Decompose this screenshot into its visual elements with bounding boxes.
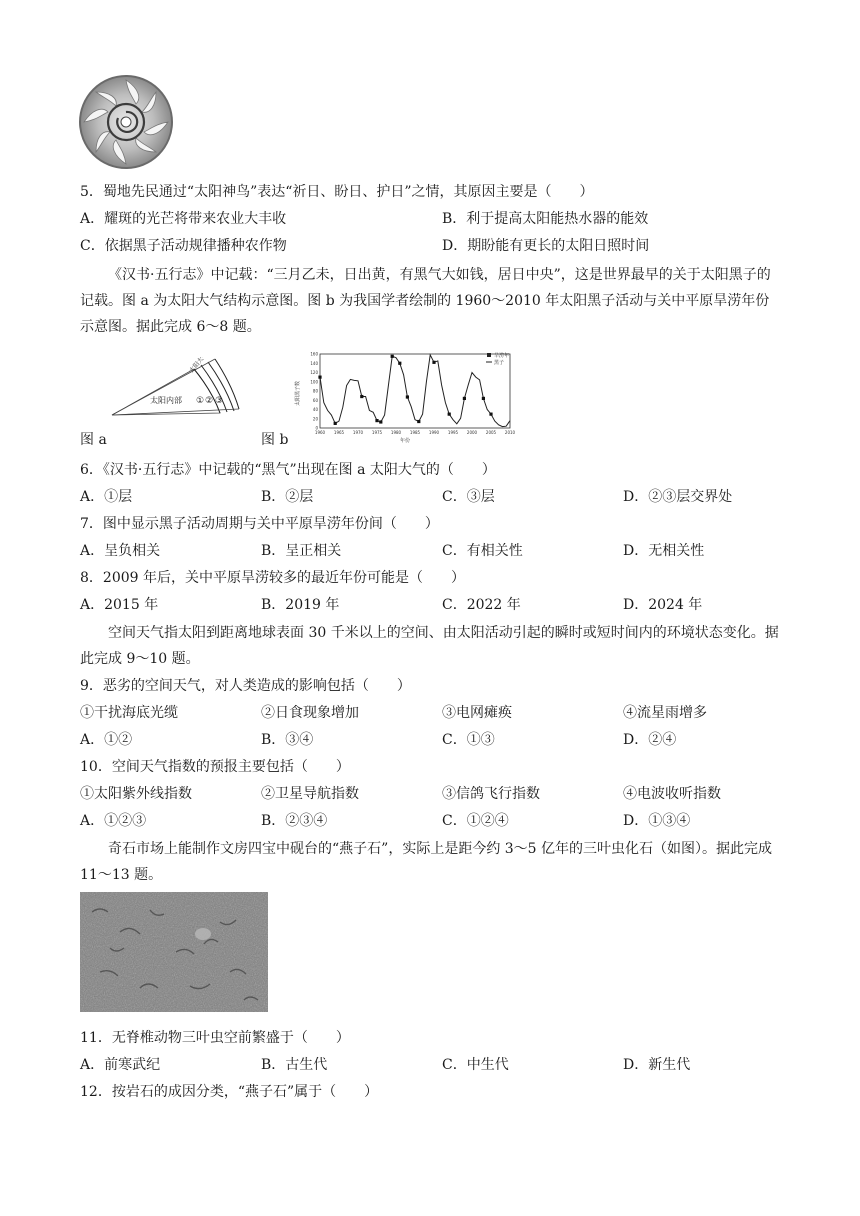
q6-option-c[interactable]: C．③层	[442, 489, 495, 505]
q9-item-1: ①干扰海底光缆	[80, 705, 178, 721]
legend-label-sunspot: 黑子	[494, 360, 505, 366]
figure-a	[108, 357, 240, 437]
q9-item-3: ③电网瘫痪	[442, 705, 512, 721]
q7-option-a[interactable]: A．呈负相关	[80, 543, 161, 559]
q8-option-b[interactable]: B．2019 年	[261, 597, 340, 613]
q10-option-a[interactable]: A．①②③	[80, 813, 147, 829]
figure-a-layer-3: ③	[215, 396, 224, 406]
x-tick-label-10: 2010	[504, 430, 516, 435]
q10-item-4: ④电波收听指数	[623, 786, 721, 802]
x-tick-label-1: 1965	[333, 430, 345, 435]
q10-item-2: ②卫星导航指数	[261, 786, 359, 802]
y-tick-label-6: 120	[310, 370, 318, 375]
q10-option-d[interactable]: D．①③④	[623, 813, 691, 829]
figure-b-caption: 图 b	[261, 432, 289, 448]
figure-a-layer-2: ②	[205, 396, 214, 406]
q10-stem: 10．空间天气指数的预报主要包括（ ）	[80, 759, 350, 775]
q6-option-b[interactable]: B．②层	[261, 489, 314, 505]
q9-item-4: ④流星雨增多	[623, 705, 707, 721]
q9-option-a[interactable]: A．①②	[80, 732, 133, 748]
q10-option-b[interactable]: B．②③④	[261, 813, 328, 829]
q12-stem: 12．按岩石的成因分类，“燕子石”属于（ ）	[80, 1084, 379, 1100]
figure-b	[290, 348, 520, 444]
q5-stem: 5．蜀地先民通过“太阳神鸟”表达“祈日、盼日、护日”之情，其原因主要是（ ）	[80, 184, 594, 200]
drought-flood-point-1998	[463, 397, 466, 400]
drought-flood-point-1994	[448, 413, 451, 416]
drought-flood-point-1979	[391, 355, 394, 358]
q11-option-c[interactable]: C．中生代	[442, 1057, 509, 1073]
drought-flood-point-1986	[417, 420, 420, 423]
passage-6-8: 《汉书·五行志》中记载：“三月乙未，日出黄，有黑气大如钱，居日中央”，这是世界最早的关于太阳黑子的记载。图 a 为太阳大气结构示意图。图 b 为我国学者绘制的 1960～2010 年太阳黑子活动与关中平原旱涝年份示意图。据此完成 6～8 题。	[80, 267, 771, 335]
drought-flood-point-1964	[334, 422, 337, 425]
drought-flood-point-1975	[375, 419, 378, 422]
y-tick-label-5: 100	[310, 379, 318, 385]
figure-a-outer-label: 太阳大气	[188, 357, 209, 375]
q8-option-a[interactable]: A．2015 年	[80, 597, 159, 613]
y-tick-label-1: 20	[312, 416, 318, 422]
legend-marker-drought	[487, 353, 491, 357]
passage-11-13: 奇石市场上能制作文房四宝中砚台的“燕子石”，实际上是距今约 3～5 亿年的三叶虫化石（如图）。据此完成 11～13 题。	[80, 841, 773, 883]
q10-item-3: ③信鸽飞行指数	[442, 786, 540, 802]
q10-item-1: ①太阳紫外线指数	[80, 786, 192, 802]
q9-stem: 9．恶劣的空间天气，对人类造成的影响包括（ ）	[80, 678, 411, 694]
q6-option-a[interactable]: A．①层	[80, 489, 133, 505]
q9-option-d[interactable]: D．②④	[623, 732, 677, 748]
sunspot-series-line	[320, 355, 510, 427]
q11-stem: 11．无脊椎动物三叶虫空前繁盛于（ ）	[80, 1030, 350, 1046]
q6-stem: 6．《汉书·五行志》中记载的“黑气”出现在图 a 太阳大气的（ ）	[80, 462, 496, 478]
q8-option-d[interactable]: D．2024 年	[623, 597, 703, 613]
q7-stem: 7．图中显示黑子活动周期与关中平原旱涝年份间（ ）	[80, 516, 439, 532]
x-tick-label-3: 1975	[371, 430, 383, 435]
drought-flood-point-1981	[398, 362, 401, 365]
drought-flood-point-1983	[406, 395, 409, 398]
x-tick-label-7: 1995	[447, 430, 459, 435]
sun-bird-image	[78, 74, 174, 170]
figure-a-layer-1: ①	[196, 396, 205, 406]
passage-9-10: 空间天气指太阳到距离地球表面 30 千米以上的空间、由太阳活动引起的瞬时或短时间内的环境状态变化。据此完成 9～10 题。	[80, 625, 779, 667]
q8-stem: 8．2009 年后，关中平原旱涝较多的最近年份可能是（ ）	[80, 570, 465, 586]
trilobite-fossil-image	[80, 892, 268, 1012]
q7-option-b[interactable]: B．呈正相关	[261, 543, 342, 559]
q9-option-c[interactable]: C．①③	[442, 732, 495, 748]
q5-option-d[interactable]: D．期盼能有更长的太阳日照时间	[442, 238, 650, 254]
x-tick-label-8: 2000	[466, 430, 478, 435]
y-tick-label-3: 60	[312, 397, 318, 403]
chart-legend	[486, 352, 509, 366]
drought-flood-point-2003	[482, 397, 485, 400]
legend-label-drought: 旱涝年	[494, 353, 510, 359]
figure-a-caption: 图 a	[80, 432, 107, 448]
x-tick-label-6: 1990	[428, 430, 440, 435]
x-tick-label-0: 1960	[314, 430, 326, 435]
drought-flood-point-1990	[432, 361, 435, 364]
x-tick-label-2: 1970	[352, 430, 364, 435]
drought-flood-point-2005	[489, 413, 492, 416]
chart-y-axis-label: 太阳黑子数	[295, 380, 301, 406]
q11-option-b[interactable]: B．古生代	[261, 1057, 328, 1073]
q5-option-b[interactable]: B．利于提高太阳能热水器的能效	[442, 211, 649, 227]
y-tick-label-2: 40	[312, 407, 318, 412]
x-tick-label-4: 1980	[390, 430, 402, 435]
figure-a-inner-label: 太阳内部	[150, 396, 182, 405]
y-tick-label-4: 80	[312, 388, 318, 394]
y-tick-label-8: 160	[310, 351, 318, 357]
q6-option-d[interactable]: D．②③层交界处	[623, 489, 733, 505]
drought-flood-point-1971	[360, 395, 363, 398]
x-tick-label-5: 1985	[409, 430, 421, 435]
chart-x-axis-label: 年份	[399, 438, 411, 444]
drought-flood-point-1960	[318, 376, 321, 379]
x-tick-label-9: 2005	[485, 430, 497, 435]
drought-flood-point-1976	[379, 420, 382, 423]
q7-option-d[interactable]: D．无相关性	[623, 543, 705, 559]
q10-option-c[interactable]: C．①②④	[442, 813, 509, 829]
q8-option-c[interactable]: C．2022 年	[442, 597, 521, 613]
y-tick-label-7: 140	[310, 360, 318, 366]
q5-option-a[interactable]: A．耀斑的光芒将带来农业大丰收	[80, 211, 287, 227]
q11-option-a[interactable]: A．前寒武纪	[80, 1057, 161, 1073]
q7-option-c[interactable]: C．有相关性	[442, 543, 523, 559]
q11-option-d[interactable]: D．新生代	[623, 1057, 691, 1073]
q9-item-2: ②日食现象增加	[261, 705, 359, 721]
q5-option-c[interactable]: C．依据黑子活动规律播种农作物	[80, 238, 287, 254]
y-tick-label-0: 0	[315, 425, 318, 431]
q9-option-b[interactable]: B．③④	[261, 732, 314, 748]
